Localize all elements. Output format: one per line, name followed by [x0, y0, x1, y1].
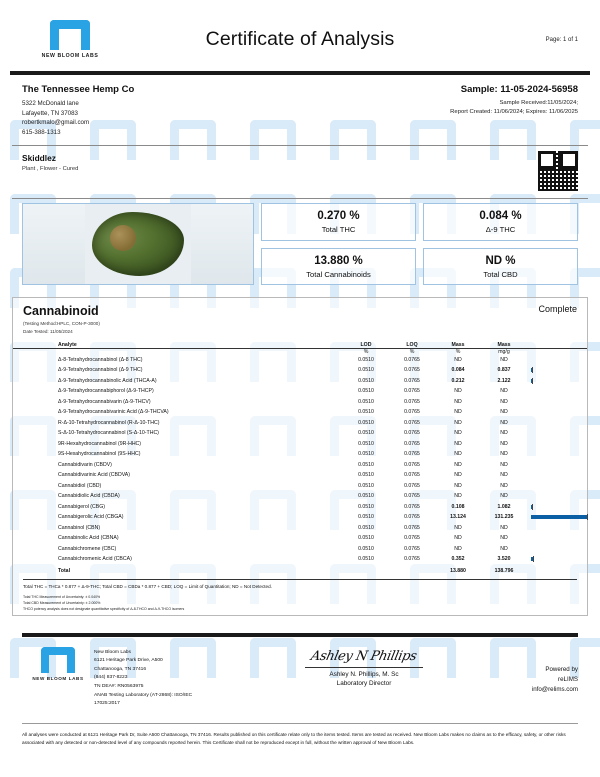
note-definitions: Total THC = THCa * 0.877 + Δ-9-THC; Total CBD = CBDa * 0.877 + CBD; LOQ = Limit of Quantitation; ND = Not Detected. [23, 583, 272, 589]
new-bloom-labs-logo-icon [50, 20, 90, 50]
col-loq: LOQ [389, 342, 435, 349]
signer-name: Ashley N. Phillips, M. Sc [329, 670, 399, 678]
analyte-bar-cell [527, 512, 587, 523]
analyte-lod: 0.0510 [358, 356, 374, 363]
analyte-name: Cannabidiol (CBD) [58, 482, 102, 489]
analyte-bar [531, 515, 587, 519]
analyte-mass-mgg: 138.796 [494, 567, 514, 574]
photo-backdrop-right [191, 204, 253, 284]
analyte-bar [531, 484, 587, 488]
analyte-name: Cannabinol (CBN) [58, 524, 101, 531]
note-cbd-uncertainty: Total CBD Measurement of Uncertainty: ± 2.000% [23, 600, 101, 605]
analyte-name: Total [58, 567, 71, 574]
table-row [13, 365, 587, 376]
analyte-mass-mgg: 2.122 [497, 377, 511, 384]
analyte-lod: 0.0510 [358, 545, 374, 552]
analyte-bar [531, 368, 587, 372]
analyte-lod [343, 565, 389, 576]
analyte-mass-percent: ND [454, 409, 462, 416]
analyte-mass-mgg: ND [500, 545, 508, 552]
col-lod: LOD [343, 342, 389, 349]
signature-block [262, 647, 466, 687]
analyte-mass-mgg: ND [500, 524, 508, 531]
lab-dea-number: TN DEA#: RN0563975 [94, 684, 144, 690]
analyte-name: R-Δ-10-Tetrahydrocannabinol (R-Δ-10-THC) [58, 419, 160, 426]
qr-code-icon[interactable] [538, 151, 578, 191]
table-row [13, 397, 587, 408]
analyte-mass-mgg: ND [500, 430, 508, 437]
stat-total-cbd [423, 248, 578, 286]
analyte-bar-cell [527, 502, 587, 513]
analyte-bar-cell [527, 418, 587, 429]
analyte-lod: 0.0510 [358, 430, 374, 437]
analyte-loq: 0.0765 [404, 503, 420, 510]
analyte-mass-mgg: ND [500, 482, 508, 489]
analyte-loq: 0.0765 [404, 524, 420, 531]
stat-value: 13.880 % [314, 254, 363, 267]
table-row [13, 523, 587, 534]
analyte-loq: 0.0765 [404, 493, 420, 500]
analyte-mass-mgg: ND [500, 493, 508, 500]
col-analyte: Analyte [13, 342, 343, 349]
analyte-mass-percent: 13.124 [450, 514, 466, 521]
analyte-loq: 0.0765 [404, 377, 420, 384]
report-created-date: Report Created: 11/06/2024; Expires: 11/06/2025 [450, 109, 578, 116]
table-row [13, 502, 587, 513]
stat-value: ND % [485, 254, 516, 267]
analyte-loq [389, 565, 435, 576]
analyte-bar-fill [531, 515, 587, 519]
analyte-bar [531, 505, 587, 509]
analyte-lod: 0.0510 [358, 556, 374, 563]
client-info [22, 84, 328, 137]
analyte-lod: 0.0510 [358, 367, 374, 374]
analyte-mass-mgg: ND [500, 409, 508, 416]
panel-notes [13, 580, 587, 615]
stat-value: 0.270 % [317, 210, 360, 223]
stat-value: 0.084 % [479, 210, 522, 223]
note-thco-specificity: THCO potency analysis does not designate quantitative specificity of Δ-8-THCO and Δ-9-THCO isomers [23, 607, 185, 612]
panel-header [13, 298, 587, 320]
analyte-bar [531, 526, 587, 530]
analyte-mass-percent: ND [454, 430, 462, 437]
analyte-lod: 0.0510 [358, 524, 374, 531]
analyte-lod: 0.0510 [358, 461, 374, 468]
analyte-name: Cannabichromene (CBC) [58, 545, 117, 552]
lab-anab-accreditation: ANAB Testing Laboratory (AT-2868): ISO/IEC [94, 692, 193, 698]
analyte-lod: 0.0510 [358, 493, 374, 500]
photo-backdrop-left [23, 204, 85, 284]
analyte-mass-percent: ND [454, 388, 462, 395]
analyte-bar-tick [533, 556, 534, 562]
analyte-loq: 0.0765 [404, 409, 420, 416]
analyte-name: Δ-9-Tetrahydrocannabinol (Δ-9 THC) [58, 367, 143, 374]
analyte-loq: 0.0765 [404, 451, 420, 458]
sample-photo [22, 203, 254, 285]
footer-logo-label: NEW BLOOM LABS [32, 675, 84, 681]
analyte-lod: 0.0510 [358, 377, 374, 384]
client-sample-block [0, 75, 600, 145]
analyte-bar [531, 473, 587, 477]
table-row [13, 512, 587, 523]
analyte-bar-cell [527, 491, 587, 502]
analyte-name: Cannabidiolic Acid (CBDA) [58, 493, 120, 500]
analyte-mass-mgg: 1.082 [497, 503, 511, 510]
analyte-bar-cell [527, 565, 587, 576]
product-subtitle: Plant , Flower - Cured [22, 166, 79, 173]
analyte-lod: 0.0510 [358, 503, 374, 510]
client-name: The Tennessee Hemp Co [22, 84, 135, 95]
product-block [0, 146, 600, 198]
analyte-bar-cell [527, 428, 587, 439]
analyte-bar-cell [527, 439, 587, 450]
col-mass-mgg: Mass [481, 342, 527, 349]
analyte-bar [531, 400, 587, 404]
analyte-mass-mgg: ND [500, 398, 508, 405]
panel-status-badge: Complete [538, 304, 577, 315]
lab-address: 6121 Heritage Park Drive, A500 [94, 658, 163, 664]
table-row [13, 533, 587, 544]
summary-stats [261, 203, 578, 285]
analyte-bar-cell [527, 554, 587, 565]
sample-id: Sample: 11-05-2024-56958 [460, 84, 578, 95]
analyte-bar-cell [527, 544, 587, 555]
analyte-name: Cannabidivarin (CBDV) [58, 461, 112, 468]
analyte-bar-cell [527, 386, 587, 397]
analyte-mass-percent: 0.352 [451, 556, 465, 563]
analyte-name: Cannabigerolic Acid (CBGA) [58, 514, 124, 521]
analyte-mass-mgg: 131.235 [494, 514, 514, 521]
analyte-loq: 0.0765 [404, 388, 420, 395]
analyte-lod: 0.0510 [358, 419, 374, 426]
analyte-total-row [13, 565, 587, 576]
page-number: Page: 1 of 1 [545, 36, 578, 43]
product-name: Skiddlez [22, 153, 56, 164]
analyte-name: S-Δ-10-Tetrahydrocannabinol (S-Δ-10-THC) [58, 430, 159, 437]
table-row [13, 439, 587, 450]
analyte-bar-cell [527, 481, 587, 492]
analyte-bar [531, 421, 587, 425]
col-mass-pct: Mass [435, 342, 481, 349]
analyte-bar-tick [532, 367, 533, 373]
analyte-mass-percent: ND [454, 398, 462, 405]
analyte-bar [531, 431, 587, 435]
signature-line [305, 667, 423, 668]
analyte-bar [531, 547, 587, 551]
analyte-name: 9S-Hexahydrocannabinol (9S-HHC) [58, 451, 141, 458]
table-row [13, 386, 587, 397]
powered-by-name: reLIMS [558, 675, 578, 683]
analyte-mass-mgg: 3.520 [497, 556, 511, 563]
analyte-bar-cell [527, 365, 587, 376]
sample-info [328, 84, 578, 137]
analyte-lod: 0.0510 [358, 409, 374, 416]
panel-date-tested: Date Tested: 11/05/2024 [23, 329, 73, 335]
brand-logo [22, 20, 118, 59]
lab-address-block [94, 647, 262, 709]
table-row [13, 428, 587, 439]
analyte-mass-mgg: ND [500, 388, 508, 395]
stat-delta-9-thc [423, 203, 578, 241]
powered-by-block [466, 647, 578, 696]
analyte-lod: 0.0510 [358, 472, 374, 479]
analyte-bar [531, 452, 587, 456]
analyte-mass-mgg: ND [500, 535, 508, 542]
analyte-bar-cell [527, 397, 587, 408]
table-row [13, 355, 587, 366]
table-row [13, 554, 587, 565]
analyte-mass-mgg: ND [500, 440, 508, 447]
footer-brand-logo [22, 647, 94, 681]
analyte-loq: 0.0765 [404, 440, 420, 447]
analyte-bar-cell [527, 523, 587, 534]
analyte-bar [531, 494, 587, 498]
analyte-mass-mgg: ND [500, 472, 508, 479]
lab-name: New Bloom Labs [94, 649, 131, 655]
analyte-mass-percent: ND [454, 524, 462, 531]
analyte-name: Δ-9-Tetrahydrocannabinolic Acid (THCA-A) [58, 377, 157, 384]
unit-mass-pct: % [455, 348, 461, 355]
analyte-table-body [13, 355, 587, 576]
analyte-bar [531, 410, 587, 414]
signer-role: Laboratory Director [336, 679, 392, 687]
analyte-loq: 0.0765 [404, 556, 420, 563]
table-row [13, 481, 587, 492]
analyte-bar-cell [527, 407, 587, 418]
note-uncertainty-list [23, 594, 577, 612]
analyte-bar-cell [527, 533, 587, 544]
stat-label: Total Cannabinoids [306, 269, 371, 279]
unit-lod: % [363, 348, 369, 355]
stat-label: Total THC [321, 225, 356, 235]
analyte-mass-percent: ND [454, 419, 462, 426]
analyte-bar-cell [527, 460, 587, 471]
analyte-lod: 0.0510 [358, 398, 374, 405]
analyte-table [13, 342, 587, 576]
analyte-name: Δ-9-Tetrahydrocannabivarinic Acid (Δ-9-THCVA) [58, 409, 169, 416]
analyte-name: Δ-9-Tetrahydrocannabivarin (Δ-9-THCV) [58, 398, 151, 405]
analyte-name: Δ-9-Tetrahydrocannabiphorol (Δ-9-THCP) [58, 388, 154, 395]
table-row [13, 470, 587, 481]
analyte-lod: 0.0510 [358, 514, 374, 521]
analyte-mass-percent: ND [454, 461, 462, 468]
analyte-loq: 0.0765 [404, 367, 420, 374]
analyte-bar [531, 379, 587, 383]
document-footer [0, 637, 600, 709]
analyte-mass-percent: 0.084 [451, 367, 465, 374]
table-row [13, 418, 587, 429]
stat-label: Total CBD [483, 269, 518, 279]
analyte-bar [531, 442, 587, 446]
analyte-loq: 0.0765 [404, 356, 420, 363]
new-bloom-labs-logo-icon [41, 647, 75, 673]
analyte-mass-percent: 0.108 [451, 503, 465, 510]
analyte-mass-percent: ND [454, 472, 462, 479]
powered-by-email[interactable]: info@relims.com [531, 686, 578, 694]
analyte-name: 9R-Hexahydrocannabinol (9R-HHC) [58, 440, 142, 447]
client-email: robertkmalo@gmail.com [22, 119, 90, 127]
analyte-mass-mgg: ND [500, 419, 508, 426]
analyte-bar [531, 557, 587, 561]
analyte-name: Cannabigerol (CBG) [58, 503, 105, 510]
flower-bud-image [92, 212, 184, 276]
client-phone: 615-388-1313 [22, 128, 61, 136]
analyte-bar-cell [527, 449, 587, 460]
analyte-mass-percent: ND [454, 535, 462, 542]
stat-total-thc [261, 203, 416, 241]
page-title: Certificate of Analysis [205, 28, 395, 50]
cannabinoid-panel [12, 297, 588, 616]
signature-image: Ashley N Phillips [309, 648, 419, 664]
lab-phone: (844) 837-8223 [94, 675, 128, 681]
analyte-mass-mgg: ND [500, 356, 508, 363]
analyte-bar-tick [532, 504, 533, 510]
table-row [13, 407, 587, 418]
analyte-loq: 0.0765 [404, 545, 420, 552]
analyte-name: Cannabichromenic Acid (CBCA) [58, 556, 132, 563]
brand-logo-label: NEW BLOOM LABS [41, 53, 99, 59]
analyte-lod: 0.0510 [358, 440, 374, 447]
analyte-loq: 0.0765 [404, 398, 420, 405]
analyte-bar-cell [527, 470, 587, 481]
table-row [13, 491, 587, 502]
analyte-mass-mgg: ND [500, 461, 508, 468]
powered-by-label: Powered by [545, 665, 578, 673]
table-row [13, 376, 587, 387]
table-row [13, 449, 587, 460]
analyte-bar-cell [527, 355, 587, 366]
analyte-bar [531, 536, 587, 540]
analyte-mass-percent: ND [454, 451, 462, 458]
stat-total-cannabinoids [261, 248, 416, 286]
analyte-loq: 0.0765 [404, 430, 420, 437]
note-thc-uncertainty: Total THC Measurement of Uncertainty: ± 0.040% [23, 594, 101, 599]
analyte-lod: 0.0510 [358, 388, 374, 395]
analyte-bar [531, 463, 587, 467]
analyte-loq: 0.0765 [404, 535, 420, 542]
product-info [22, 153, 538, 172]
analyte-mass-percent: ND [454, 545, 462, 552]
sample-received-date: Sample Received:11/05/2024; [499, 100, 578, 106]
analyte-mass-percent: ND [454, 440, 462, 447]
analyte-mass-percent: ND [454, 356, 462, 363]
analyte-bar-tick [587, 514, 588, 520]
analyte-bar-cell [527, 376, 587, 387]
analyte-lod: 0.0510 [358, 482, 374, 489]
analyte-name: Δ-8-Tetrahydrocannabinol (Δ-8 THC) [58, 356, 143, 363]
analyte-name: Cannabidivarinic Acid (CBDVA) [58, 472, 130, 479]
analyte-mass-mgg: 0.837 [497, 367, 511, 374]
analyte-loq: 0.0765 [404, 419, 420, 426]
analyte-mass-mgg: ND [500, 451, 508, 458]
analyte-loq: 0.0765 [404, 472, 420, 479]
analyte-loq: 0.0765 [404, 514, 420, 521]
document-header [0, 0, 600, 67]
table-row [13, 460, 587, 471]
client-address-line-1: 5322 McDonald lane [22, 100, 79, 107]
analyte-bar-tick [532, 378, 533, 384]
lab-iso-standard: 17025:2017 [94, 701, 120, 707]
stat-label: Δ-9 THC [485, 225, 516, 235]
analyte-mass-percent: 0.212 [451, 377, 465, 384]
client-address-line-2: Lafayette, TN 37083 [22, 109, 78, 117]
analyte-mass-percent: 13.880 [450, 567, 466, 574]
analyte-lod: 0.0510 [358, 451, 374, 458]
analyte-loq: 0.0765 [404, 461, 420, 468]
unit-mass-mgg: mg/g [498, 348, 510, 355]
lab-city: Chattanooga, TN 37416 [94, 666, 147, 672]
analyte-bar [531, 389, 587, 393]
unit-loq: % [409, 348, 415, 355]
panel-method: (Testing Method:HPLC, CON-P-3000) [23, 321, 100, 327]
panel-title: Cannabinoid [23, 304, 99, 319]
analyte-loq: 0.0765 [404, 482, 420, 489]
analyte-mass-percent: ND [454, 482, 462, 489]
analyte-mass-percent: ND [454, 493, 462, 500]
analyte-lod: 0.0510 [358, 535, 374, 542]
legal-disclaimer: All analyses were conducted at 6121 Heritage Park Dr, Suite A500 Chattanooga, TN 37416. Results published on this certificate relate only to the items tested. Items are tested as received. New Bloom Labs makes no claims as to the efficacy, safety, or other risks associated with any detected or non-detected level of any compounds reported herein. This Certificate shall not be reproduced except in full, without the written approval of New Bloom Labs. [22, 731, 566, 746]
analyte-name: Cannabinolic Acid (CBNA) [58, 535, 119, 542]
analyte-bar [531, 358, 587, 362]
summary-row [0, 199, 600, 293]
table-row [13, 544, 587, 555]
